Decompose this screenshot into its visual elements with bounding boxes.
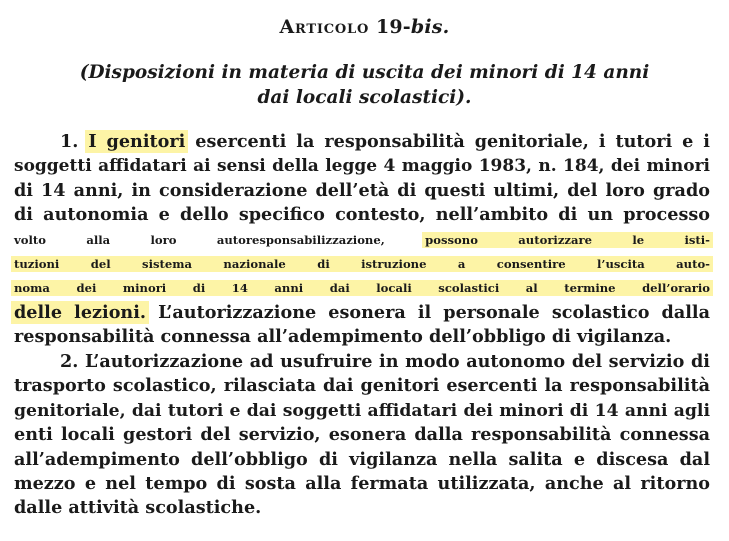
subtitle-line: dai locali scolastici).: [257, 87, 472, 108]
paragraph-line: soggetti affidatari ai sensi della legge 4 maggio 1983, n. 184, dei minori: [14, 156, 710, 177]
paragraph-line: genitoriale, dai tutori e dai soggetti affidatari dei minori di 14 anni agli: [14, 400, 710, 421]
article-subtitle: [40, 60, 689, 110]
paragraph-line: [14, 228, 710, 252]
paragraph-number: 2.: [60, 351, 79, 372]
paragraph-line: enti locali gestori del servizio, esonera dalla responsabilità connessa: [14, 424, 710, 446]
paragraph-text: esercenti la responsabilità genitoriale, i tutori e i: [185, 131, 710, 152]
paragraph-number: 1.: [60, 131, 79, 152]
paragraph-line: responsabilità connessa all’adempimento dell’obbligo di vigilanza.: [14, 326, 672, 348]
paragraph-text: L’autorizzazione ad usufruire in modo autonomo del servizio di: [85, 351, 710, 372]
paragraph-text: L’autorizzazione esonera il personale scolastico dalla: [146, 301, 710, 323]
paragraph-line: [14, 301, 710, 325]
paragraph-line: [14, 252, 710, 276]
paragraph-line: [14, 350, 710, 374]
paragraph-line: [14, 130, 710, 154]
article-heading-prefix: Articolo: [279, 16, 370, 38]
paragraph-2: [14, 350, 710, 521]
paragraph-line: mezzo e nel tempo di sosta alla fermata utilizzata, anche al ritorno: [14, 472, 710, 494]
paragraph-line: all’adempimento dell’obbligo di vigilanza nella salita e discesa dal: [14, 448, 710, 470]
subtitle-line: (Disposizioni in materia di uscita dei minori di 14 anni: [79, 62, 650, 83]
paragraph-1: [14, 130, 710, 350]
paragraph-line: [14, 276, 710, 300]
highlighted-text: noma dei minori di 14 anni dai locali scolastici al termine dell’orario: [11, 280, 713, 296]
article-heading: [0, 16, 729, 38]
paragraph-line: trasporto scolastico, rilasciata dai genitori esercenti la responsabilità: [14, 375, 710, 397]
paragraph-line: di autonomia e dello specifico contesto, nell’ambito di un processo: [14, 204, 710, 226]
paragraph-text: volto alla loro autoresponsabilizzazione,: [14, 232, 385, 247]
article-heading-number: 19-: [375, 16, 411, 38]
highlighted-text: I genitori: [85, 130, 188, 153]
highlighted-text: tuzioni del sistema nazionale di istruzione a consentire l’uscita auto-: [11, 256, 713, 272]
highlighted-text: delle lezioni.: [11, 301, 149, 324]
highlighted-text: possono autorizzare le isti-: [422, 232, 713, 248]
paragraph-line: di 14 anni, in considerazione dell’età di questi ultimi, del loro grado: [14, 179, 710, 201]
paragraph-line: dalle attività scolastiche.: [14, 497, 262, 519]
article-heading-suffix: bis.: [410, 16, 450, 38]
